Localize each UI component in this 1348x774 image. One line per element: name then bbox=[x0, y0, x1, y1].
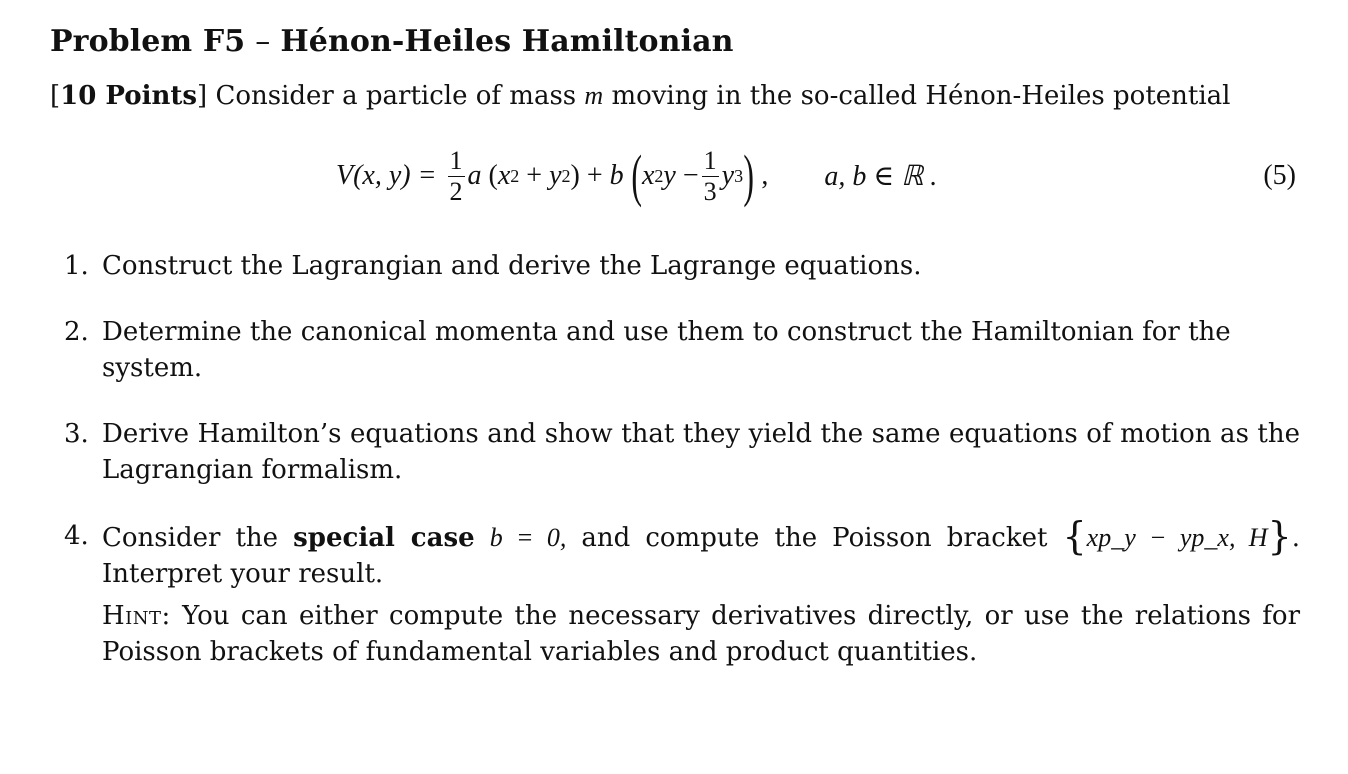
equation-condition: a, b ∈ ℝ . bbox=[824, 161, 938, 192]
hint-text: You can either compute the necessary derivatives directly, or use the relations for Poisson brackets of fundamental variables and product quantities. bbox=[102, 601, 1301, 667]
task-item-3 bbox=[50, 416, 1300, 488]
special-case-label: special case bbox=[293, 523, 475, 553]
mass-symbol: m bbox=[584, 81, 604, 110]
task-item-4 bbox=[50, 514, 1301, 670]
fraction-one-third bbox=[702, 145, 719, 206]
task-text: Derive Hamilton’s equations and show that they yield the same equations of motion as the Lagrangian formalism. bbox=[102, 419, 1300, 485]
points-label: 10 Points bbox=[60, 81, 198, 111]
equation-body: V(x, y) = $\frac{1}{2}$ a ( x 2 + y 2 ) + b ( x 2 y − $\frac{1}{3}$ y 3 ) , a, b ∈ ℝ . bbox=[336, 143, 938, 208]
hint-label: Hint: bbox=[102, 601, 171, 631]
fraction-numerator-2: 1 bbox=[703, 145, 717, 175]
title-dash: – bbox=[255, 24, 271, 59]
task-4-text: Consider the special case b = 0, and compute the Poisson bracket {xp_y − yp_x, H}. Interpret your result. bbox=[102, 514, 1300, 589]
intro-text-2: moving in the so-called Hénon-Heiles potential bbox=[611, 81, 1231, 111]
potential-equation bbox=[50, 128, 1300, 224]
fraction-denominator-2: 3 bbox=[703, 176, 717, 206]
problem-name: Hénon-Heiles Hamiltonian bbox=[280, 24, 734, 59]
task-item-1 bbox=[50, 248, 1300, 284]
fraction-denominator: 2 bbox=[449, 176, 463, 206]
task-item-2 bbox=[50, 314, 1300, 386]
fraction-numerator: 1 bbox=[449, 145, 463, 175]
task-number: 3. bbox=[64, 419, 89, 449]
problem-id: Problem F5 bbox=[50, 24, 246, 59]
task-text: Construct the Lagrangian and derive the Lagrange equations. bbox=[102, 251, 922, 281]
problem-intro: [10 Points] Consider a particle of mass m moving in the so-called Hénon-Heiles potential bbox=[50, 81, 1231, 111]
intro-text-1: Consider a particle of mass bbox=[215, 81, 577, 111]
special-case-condition: b = 0, bbox=[489, 523, 567, 552]
poisson-bracket-expression: xp_y − yp_x, H bbox=[1086, 523, 1268, 552]
task-list bbox=[50, 248, 1300, 670]
hint-block bbox=[102, 598, 1300, 670]
task-number: 2. bbox=[64, 317, 89, 347]
fraction-one-half bbox=[448, 145, 465, 206]
equation-lhs: V(x, y) = bbox=[336, 160, 437, 191]
task-text: Determine the canonical momenta and use them to construct the Hamiltonian for the system. bbox=[102, 317, 1231, 383]
task-number: 4. bbox=[64, 521, 89, 551]
task-number: 1. bbox=[64, 251, 89, 281]
equation-number: (5) bbox=[1263, 160, 1296, 191]
problem-page bbox=[50, 20, 1300, 700]
problem-title bbox=[50, 20, 1300, 64]
